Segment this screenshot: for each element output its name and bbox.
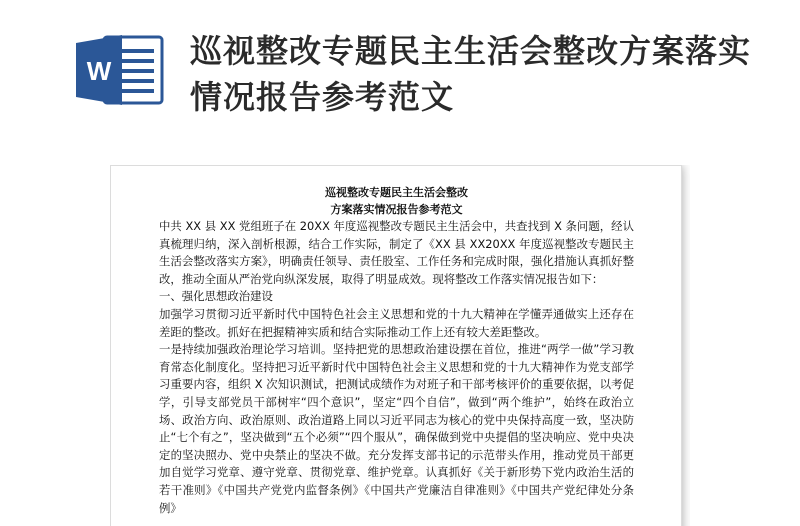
- document-section-heading: 一、强化思想政治建设: [159, 289, 273, 304]
- document-body: [159, 218, 634, 517]
- document-preview: [110, 165, 690, 526]
- document-title-line-1: 巡视整改专题民主生活会整改: [325, 186, 468, 199]
- word-document-icon: [74, 33, 166, 107]
- document-paragraph: 加强学习贯彻习近平新时代中国特色社会主义思想和党的十九大精神在学懂弄通做实上还存在差距的整改。抓好在把握精神实质和结合实际推动工作上还有较大差距整改。: [159, 306, 634, 339]
- document-paragraph: 一是持续加强政治理论学习培训。坚持把党的思想政治建设摆在首位，推进“两学一做”学习教育常态化制度化。坚持把习近平新时代中国特色社会主义思想和党的十九大精神作为党支部学习重要内容，组织 X 次知识测试，把测试成绩作为对班子和干部考核评价的重要依据，以考促学，引导支部党员干部树牢“四个意识”，坚定“四个自信”，做到“两个维护”，始终在政治立场、政治方向、政治原则、政治道路上同以习近平同志为核心的党中央保持高度一致，坚决防止“七个有之”，坚决做到“五个必须”“四个服从”，确保做到党中央提倡的坚决响应、党中央决定的坚决照办、党中央禁止的坚决不做。充分发挥支部书记的示范带头作用，推动党员干部更加自觉学习党章、遵守党章、贯彻党章、维护党章。认真抓好《关于新形势下党内政治生活的若干准则》《中国共产党党内监督条例》《中国共产党廉洁自律准则》《中国共产党纪律处分条例》: [159, 342, 634, 515]
- document-content: [159, 184, 634, 517]
- document-paragraph: 中共 XX 县 XX 党组班子在 20XX 年度巡视整改专题民主生活会中，共查找到 X 条问题，经认真梳理归纳，深入剖析根源，结合工作实际，制定了《XX 县 XX20XX 年度巡视整改专题民主生活会整改落实方案》，明确责任领导、责任股室、工作任务和完成时限，强化措施认真抓好整改，推动全面从严治党向纵深发展，取得了明显成效。现将整改工作落实情况报告如下：: [159, 219, 634, 286]
- page-title: 巡视整改专题民主生活会整改方案落实情况报告参考范文: [190, 32, 752, 116]
- document-title-line-2: 方案落实情况报告参考范文: [330, 203, 463, 216]
- document-page: [110, 165, 682, 526]
- word-icon-letter: W: [86, 56, 112, 86]
- header: [0, 0, 800, 160]
